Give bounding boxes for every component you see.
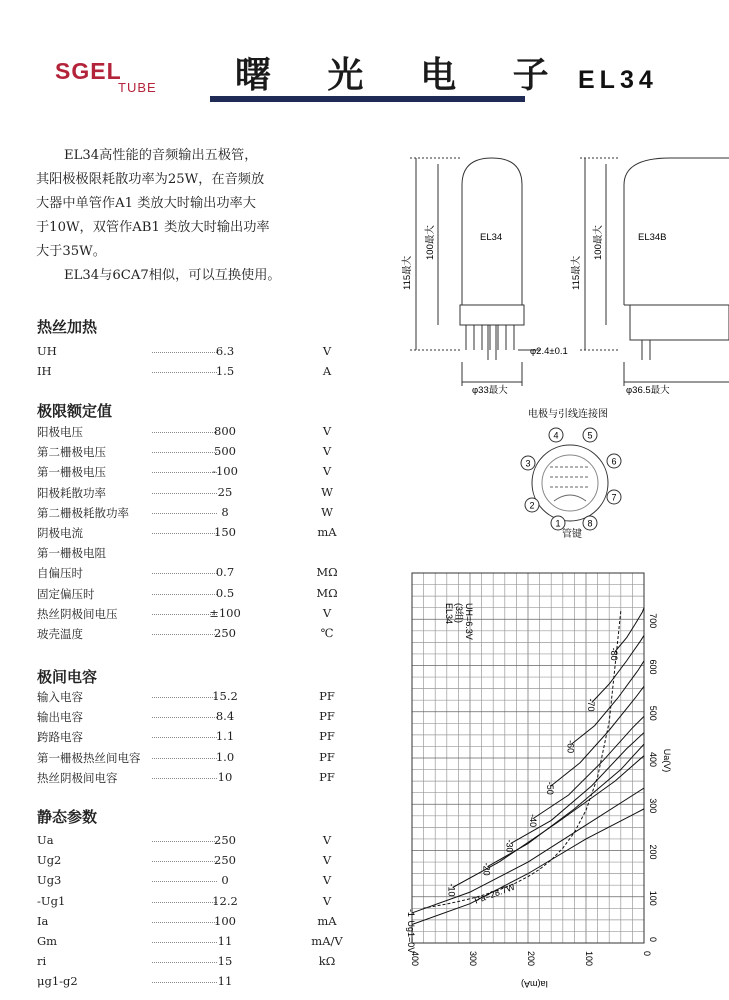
y-tick-label: 0 (648, 937, 658, 943)
param-label: Gm (37, 934, 58, 948)
dim-diameter-2: φ36.5最大 (626, 385, 670, 396)
dim-100-b: 100最大 (593, 225, 604, 260)
param-label: UH (37, 344, 57, 358)
param-row (37, 931, 343, 951)
param-unit: V (322, 464, 332, 479)
curve-label: -70 (585, 698, 596, 712)
intro-line: 大于35W。 (36, 244, 106, 259)
curve-label: -80 (609, 647, 619, 661)
param-value: 250 (214, 833, 236, 847)
curve-label: -20 (481, 862, 492, 876)
pin-number: 4 (553, 430, 559, 441)
param-value: ±100 (209, 605, 241, 620)
param-row (37, 706, 337, 726)
section-title-capacitance: 极间电容 (37, 668, 98, 686)
param-label: 第一栅极电压 (37, 465, 106, 480)
param-value: 0.7 (215, 565, 235, 580)
param-label: 自偏压时 (37, 566, 83, 581)
pinout-diagram (510, 405, 660, 545)
param-row (37, 502, 337, 522)
section-title-static: 静态参数 (37, 808, 98, 826)
param-unit: W (321, 504, 333, 519)
param-row (37, 482, 337, 502)
param-value: 250 (214, 626, 236, 640)
legend-text: EL34 (444, 603, 454, 625)
param-label: 第二栅极耗散功率 (37, 505, 129, 520)
intro-line: EL34高性能的音频输出五极管， (64, 148, 258, 163)
curve-label: -60 (565, 740, 576, 754)
param-unit: mA/V (311, 934, 343, 948)
param-label: -Ug1 (37, 893, 66, 908)
param-row (37, 830, 337, 850)
param-value: -100 (212, 464, 238, 479)
param-value: 0 (221, 873, 229, 888)
param-unit: PF (319, 729, 335, 744)
param-unit: mA (317, 913, 337, 928)
param-row (37, 361, 337, 381)
param-row (37, 562, 337, 582)
x-axis-label: Ia(mA) (521, 979, 548, 989)
title-underline (210, 96, 525, 102)
param-label: Ia (37, 913, 49, 928)
param-label: 阳极电压 (37, 425, 83, 439)
y-tick-label: 600 (648, 659, 658, 675)
y-tick-label: 300 (648, 798, 658, 814)
param-value: 500 (214, 444, 236, 459)
x-tick-label: 300 (468, 951, 478, 967)
param-row (37, 341, 337, 361)
x-tick-label: 0 (642, 951, 652, 957)
curve-label: -40 (527, 814, 538, 828)
param-row (37, 971, 337, 991)
param-label: 热丝阴极间电容 (37, 770, 118, 785)
x-tick-label: 400 (410, 951, 420, 967)
brand-logo: SGEL (55, 58, 122, 84)
param-value: 1.0 (215, 749, 235, 764)
param-label: 第二栅极电压 (37, 445, 106, 460)
param-value: 1.1 (215, 729, 235, 744)
param-label: Ua (37, 833, 54, 847)
page-title: 曙 光 电 子 (235, 55, 571, 96)
y-tick-label: 500 (648, 705, 658, 721)
brand-sub: TUBE (118, 80, 157, 95)
param-value: 12.2 (212, 893, 238, 908)
param-value: 800 (214, 424, 236, 438)
curve-label: -50 (545, 781, 556, 795)
curve-label: Ug1=0V (406, 920, 416, 954)
param-unit: PF (319, 709, 335, 724)
tube1-label: EL34 (480, 232, 503, 243)
legend-text: UH=6.3V (464, 603, 474, 640)
param-unit: MΩ (316, 585, 338, 600)
param-unit: V (322, 424, 332, 438)
curve--40 (534, 716, 644, 818)
param-unit: V (322, 853, 332, 868)
param-row (37, 421, 337, 441)
param-value: 250 (214, 853, 236, 868)
param-row (37, 767, 337, 787)
param-row (37, 522, 337, 542)
param-unit: mA (317, 525, 337, 539)
intro-line: 大器中单管作A1 类放大时输出功率大 (36, 196, 256, 211)
param-value: 15 (217, 954, 233, 969)
param-label: 输入电容 (37, 690, 83, 704)
plate-characteristics-chart (400, 565, 670, 995)
param-label: 热丝阴极间电压 (37, 606, 118, 621)
pin-group (521, 428, 621, 530)
tube2-label: EL34B (638, 232, 667, 243)
dim-100: 100最大 (425, 225, 436, 260)
y-tick-label: 200 (648, 844, 658, 860)
legend-text: (3组) (454, 603, 464, 623)
section-title-heater: 热丝加热 (37, 318, 98, 336)
param-label: 固定偏压时 (37, 586, 95, 601)
x-tick-label: 100 (584, 951, 594, 967)
param-label: 跨路电容 (37, 730, 83, 745)
param-value: 10 (217, 769, 233, 784)
param-label: 第一栅极热丝间电容 (37, 750, 141, 765)
param-unit: ℃ (320, 626, 334, 640)
param-unit: V (322, 444, 332, 459)
param-label: 阳极耗散功率 (37, 485, 106, 500)
pin-number: 7 (611, 492, 617, 503)
param-row (37, 583, 337, 603)
param-unit: PF (319, 769, 335, 784)
param-row (37, 603, 337, 623)
param-row (37, 891, 337, 911)
dim-diameter-1: φ33最大 (472, 385, 508, 396)
param-label: 输出电容 (37, 710, 83, 725)
param-value: 1.5 (215, 364, 235, 379)
param-label: μg1-g2 (37, 974, 78, 989)
param-label: 阴极电流 (37, 526, 83, 540)
param-label: 玻壳温度 (37, 627, 83, 641)
param-unit: V (322, 605, 332, 620)
param-value: 6.3 (215, 344, 235, 358)
power-limit-label: Pa=28.7W (473, 881, 517, 906)
param-label: Ug2 (37, 853, 62, 868)
param-value: 11 (217, 974, 233, 989)
curve-label: -30 (504, 839, 515, 853)
section-title-limits: 极限额定值 (37, 402, 113, 420)
param-unit: A (322, 364, 332, 379)
param-row (37, 951, 337, 971)
param-value: 100 (214, 913, 236, 928)
curve-label: -1 (406, 908, 416, 917)
pin-number: 3 (525, 458, 531, 469)
key-label: 管键 (562, 529, 582, 540)
param-value: 8.4 (215, 709, 235, 724)
param-unit: kΩ (318, 954, 336, 969)
param-label: 第一栅极电阻 (37, 546, 106, 561)
intro-line: 于10W，双管作AB1 类放大时输出功率 (36, 220, 270, 235)
param-row (37, 911, 337, 931)
dim-115: 115最大 (402, 255, 413, 290)
param-row (37, 850, 337, 870)
pin-number: 8 (587, 518, 593, 529)
param-label: ri (37, 954, 47, 969)
curve--70 (592, 635, 644, 702)
param-unit: V (322, 344, 332, 358)
param-value: 150 (214, 525, 236, 539)
param-row (37, 441, 337, 461)
param-value: 11 (217, 934, 233, 948)
param-value: 0.5 (215, 585, 235, 600)
pin-number: 5 (587, 430, 593, 441)
y-tick-label: 100 (648, 890, 658, 906)
y-tick-label: 400 (648, 752, 658, 768)
pinout-title: 电极与引线连接图 (528, 409, 608, 420)
param-row (37, 870, 337, 890)
param-row (37, 726, 337, 746)
param-row (37, 623, 337, 643)
model-number: EL34 (578, 66, 658, 94)
y-tick-label: 700 (648, 613, 658, 629)
param-value: 25 (217, 484, 233, 499)
curve--80 (615, 608, 644, 652)
param-unit: PF (319, 749, 335, 764)
param-row (37, 747, 337, 767)
intro-text (36, 144, 346, 288)
pin-number: 2 (529, 500, 535, 511)
param-value: 15.2 (212, 689, 238, 703)
pin-number: 1 (555, 518, 561, 529)
param-unit: V (322, 893, 332, 908)
intro-line: 其阳极极限耗散功率为25W，在音频放 (36, 172, 265, 187)
x-tick-label: 200 (526, 951, 536, 967)
param-row (37, 686, 337, 706)
param-unit: V (322, 833, 332, 847)
param-unit: MΩ (316, 565, 338, 580)
curve-label: -10 (446, 883, 457, 897)
dim-115-b: 115最大 (571, 255, 582, 290)
power-limit-curve (424, 611, 621, 908)
y-axis-label: Ua(V) (662, 748, 672, 773)
outline-drawing (380, 150, 729, 395)
param-unit: V (322, 873, 332, 888)
param-row (37, 542, 337, 562)
intro-line: EL34与6CA7相似，可以互换使用。 (64, 268, 281, 283)
param-unit: W (321, 484, 333, 499)
param-unit: PF (319, 689, 335, 703)
param-row (37, 461, 337, 481)
param-label: Ug3 (37, 873, 62, 888)
dim-pin: φ2.4±0.1 (530, 346, 568, 357)
pin-number: 6 (611, 456, 617, 467)
param-label: IH (37, 364, 52, 379)
param-value: 8 (221, 504, 229, 519)
